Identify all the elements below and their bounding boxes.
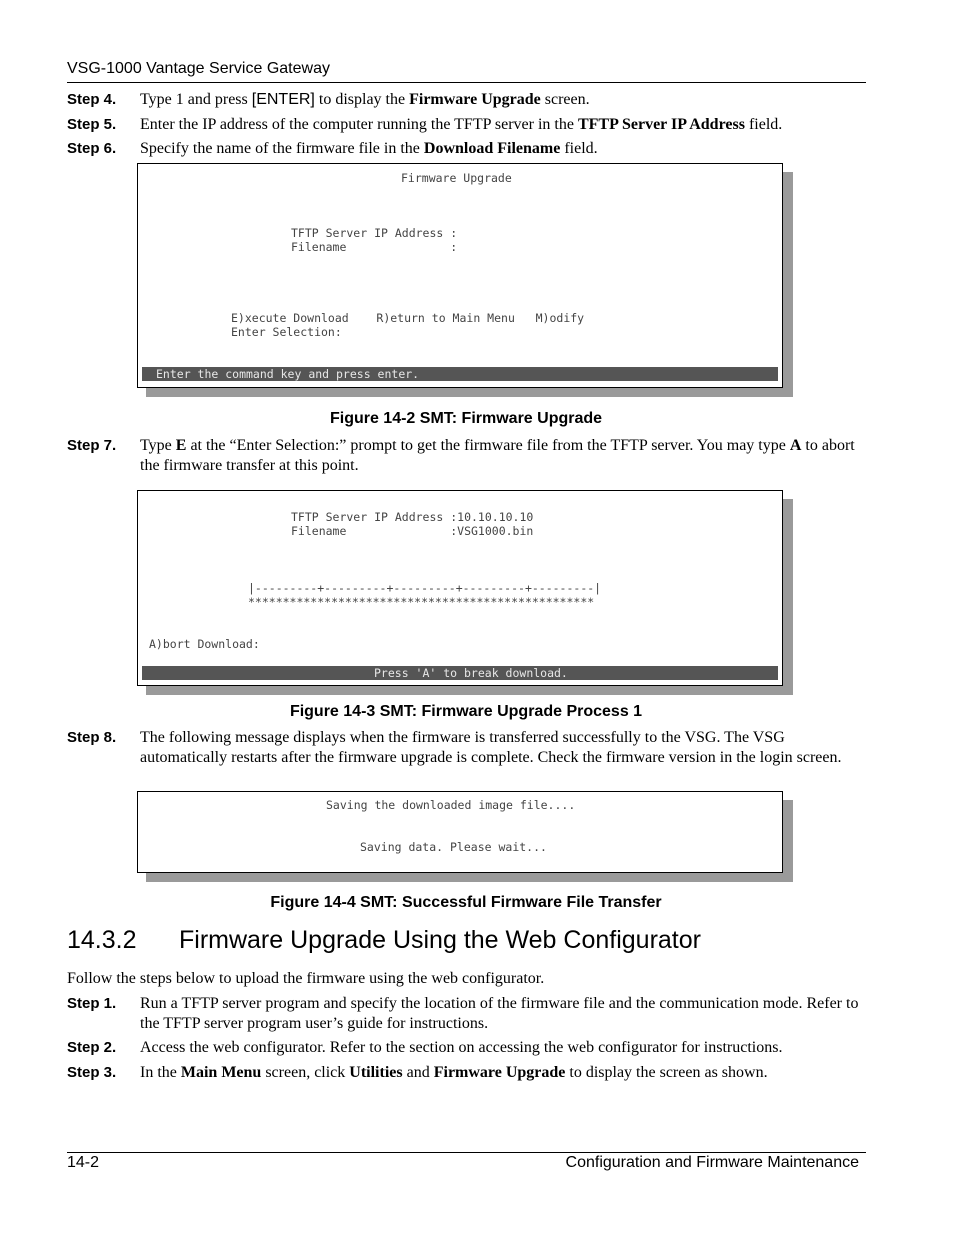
terminal-filename-field: Filename : [291, 240, 458, 254]
terminal-status-text: Press 'A' to break download. [374, 666, 568, 680]
step-text: Type 1 and press [ENTER] to display the Firmware Upgrade screen. [140, 91, 590, 108]
page-number: 14-2 [67, 1154, 100, 1171]
step-text: In the Main Menu screen, click Utilities and Firmware Upgrade to display the screen as shown. [140, 1064, 768, 1081]
terminal-menu: E)xecute Download R)eturn to Main Menu M)odify [231, 311, 585, 325]
progress-scale: |---------+---------+---------+---------+---------| [248, 581, 602, 595]
step-text: Type E at the “Enter Selection:” prompt to get the firmware file from the TFTP server. You may type A to abort the firmware transfer at this point. [140, 437, 855, 474]
chapter-title: Configuration and Firmware Maintenance [565, 1154, 859, 1171]
step-8 [67, 728, 862, 788]
running-header: VSG-1000 Vantage Service Gateway [67, 60, 330, 77]
step-text: Run a TFTP server program and specify the location of the firmware file and the communication mode. Refer to the TFTP server program user’s guide for instructions. [140, 995, 859, 1032]
terminal-firmware-upgrade [137, 163, 783, 388]
terminal-upgrade-process [137, 490, 783, 686]
header-rule [67, 82, 866, 83]
step-text: Enter the IP address of the computer running the TFTP server in the TFTP Server IP Address field. [140, 116, 783, 133]
step-text: Access the web configurator. Refer to the section on accessing the web configurator for instructions. [140, 1039, 783, 1056]
progress-stars: ************************************************** [248, 595, 595, 609]
section-heading [67, 926, 701, 955]
terminal-transfer-success [137, 791, 783, 873]
terminal-filename-field: Filename :VSG1000.bin [291, 524, 534, 538]
step-text: Specify the name of the firmware file in the Download Filename field. [140, 140, 598, 157]
step-text: The following message displays when the firmware is transferred successfully to the VSG. The VSG automatically restarts after the firmware upgrade is complete. Check the firmware version in the login screen. [140, 729, 842, 766]
terminal-title: Firmware Upgrade [401, 171, 512, 185]
terminal-saving-image: Saving the downloaded image file.... [326, 798, 576, 812]
step-label: Step 6. [67, 140, 117, 157]
figure-caption: Figure 14-4 SMT: Successful Firmware File Transfer [270, 894, 662, 911]
step-label: Step 3. [67, 1064, 117, 1081]
figure-caption: Figure 14-2 SMT: Firmware Upgrade [329, 410, 603, 427]
step-label: Step 5. [67, 116, 117, 133]
terminal-abort-prompt: A)bort Download: [149, 637, 260, 651]
step-1 [67, 994, 862, 1034]
step-label: Step 8. [67, 729, 117, 746]
step-label: Step 2. [67, 1039, 117, 1056]
section-title: Firmware Upgrade Using the Web Configurator [179, 926, 701, 954]
step-label: Step 1. [67, 995, 117, 1012]
footer-rule [67, 1152, 866, 1153]
section-number: 14.3.2 [67, 926, 137, 954]
step-label: Step 4. [67, 91, 117, 108]
terminal-tftp-field: TFTP Server IP Address :10.10.10.10 [291, 510, 534, 524]
terminal-tftp-field: TFTP Server IP Address : [291, 226, 458, 240]
figure-caption: Figure 14-3 SMT: Firmware Upgrade Process 1 [289, 703, 643, 720]
terminal-status-text: Enter the command key and press enter. [156, 367, 420, 381]
terminal-status-bar [142, 367, 778, 381]
intro-paragraph: Follow the steps below to upload the firmware using the web configurator. [67, 970, 545, 987]
terminal-prompt: Enter Selection: [231, 325, 342, 339]
terminal-status-bar [142, 666, 778, 680]
terminal-saving-data: Saving data. Please wait... [360, 840, 547, 854]
step-label: Step 7. [67, 437, 117, 454]
